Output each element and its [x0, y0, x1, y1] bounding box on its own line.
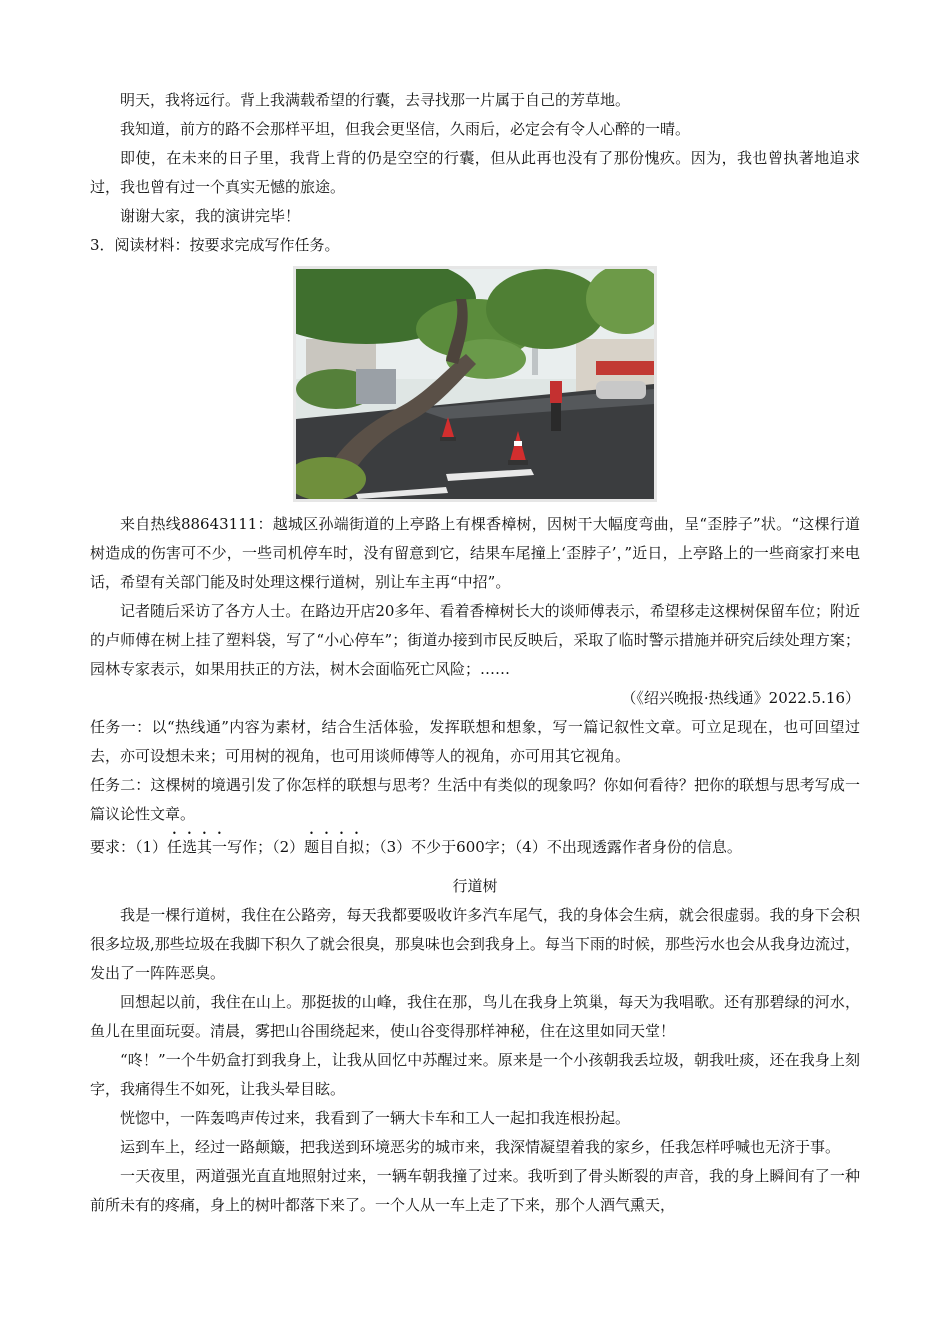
task-two: 任务二：这棵树的境遇引发了你怎样的联想与思考？生活中有类似的现象吗？你如何看待？把你的联想与思考写成一篇议论性文章。	[90, 776, 860, 823]
requirements-emphasis: 任选其一	[167, 838, 228, 856]
essay-paragraph: 运到车上，经过一路颠簸，把我送到环境恶劣的城市来，我深情凝望着我的家乡，任我怎样呼喊也无济于事。	[120, 1138, 841, 1156]
material-photo	[293, 266, 657, 502]
speech-paragraph: 即使，在未来的日子里，我背上背的仍是空空的行囊，但从此再也没有了那份愧疚。因为，我也曾执著地追求过，我也曾有过一个真实无憾的旅途。	[90, 149, 860, 196]
document-page	[90, 86, 860, 1220]
essay-paragraph: 恍惚中，一阵轰鸣声传过来，我看到了一辆大卡车和工人一起扣我连根扮起。	[120, 1109, 631, 1127]
essay-paragraph: “咚！”一个牛奶盒打到我身上，让我从回忆中苏醒过来。原来是一个小孩朝我丢垃圾，朝我吐痰，还在我身上刻字，我痛得生不如死，让我头晕目眩。	[90, 1051, 860, 1098]
requirements-emphasis: 题目自拟	[304, 838, 365, 856]
essay-paragraph: 我是一棵行道树，我住在公路旁，每天我都要吸收许多汽车尾气，我的身体会生病，就会很虚弱。我的身下会积很多垃圾,那些垃圾在我脚下积久了就会很臭，那臭味也会到我身上。每当下雨的时候，那些污水也会从我身边流过，发出了一阵阵恶臭。	[90, 906, 860, 982]
question-heading: 3．阅读材料：按要求完成写作任务。	[90, 236, 340, 254]
material-paragraph: 来自热线88643111：越城区孙端街道的上亭路上有棵香樟树，因树干大幅度弯曲，呈“歪脖子”状。“这棵行道树造成的伤害可不少，一些司机停车时，没有留意到它，结果车尾撞上‘歪脖子’，”近日，上亭路上的一些商家打来电话，希望有关部门能及时处理这棵行道树，别让车主再“中招”。	[90, 515, 860, 591]
requirements-text: 要求：（1）	[90, 838, 168, 856]
requirements-text: ；（3）不少于600字；（4）不出现透露作者身份的信息。	[364, 838, 742, 856]
task-one: 任务一：以“热线通”内容为素材，结合生活体验，发挥联想和想象，写一篇记叙性文章。可立足现在，也可回望过去，亦可设想未来；可用树的视角，也可用谈师傅等人的视角，亦可用其它视角。	[90, 718, 860, 765]
essay-paragraph: 回想起以前，我住在山上。那挺拔的山峰，我住在那，鸟儿在我身上筑巢，每天为我唱歌。还有那碧绿的河水，鱼儿在里面玩耍。清晨，雾把山谷围绕起来，使山谷变得那样神秘，住在这里如同天堂！	[90, 993, 860, 1040]
essay-paragraph: 一天夜里，两道强光直直地照射过来，一辆车朝我撞了过来。我听到了骨头断裂的声音，我的身上瞬间有了一种前所未有的疼痛，身上的树叶都落下来了。一个人从一车上走了下来，那个人酒气熏天，	[90, 1167, 860, 1214]
requirements-text: 写作；（2）	[227, 838, 305, 856]
material-paragraph: 记者随后采访了各方人士。在路边开店20多年、看着香樟树长大的谈师傅表示，希望移走这棵树保留车位；附近的卢师傅在树上挂了塑料袋，写了“小心停车”；街道办接到市民反映后，采取了临时警示措施并研究后续处理方案；园林专家表示，如果用扶正的方法，树木会面临死亡风险；……	[90, 602, 860, 678]
speech-paragraph: 明天，我将远行。背上我满载希望的行囊，去寻找那一片属于自己的芳草地。	[120, 91, 631, 109]
speech-paragraph: 我知道，前方的路不会那样平坦，但我会更坚信，久雨后，必定会有令人心醉的一晴。	[120, 120, 691, 138]
requirements	[90, 829, 860, 862]
tree-photo-image	[296, 269, 654, 499]
essay-title: 行道树	[452, 877, 498, 895]
speech-paragraph: 谢谢大家，我的演讲完毕！	[120, 207, 301, 225]
material-source: （《绍兴晚报·热线通》2022.5.16）	[621, 689, 860, 707]
